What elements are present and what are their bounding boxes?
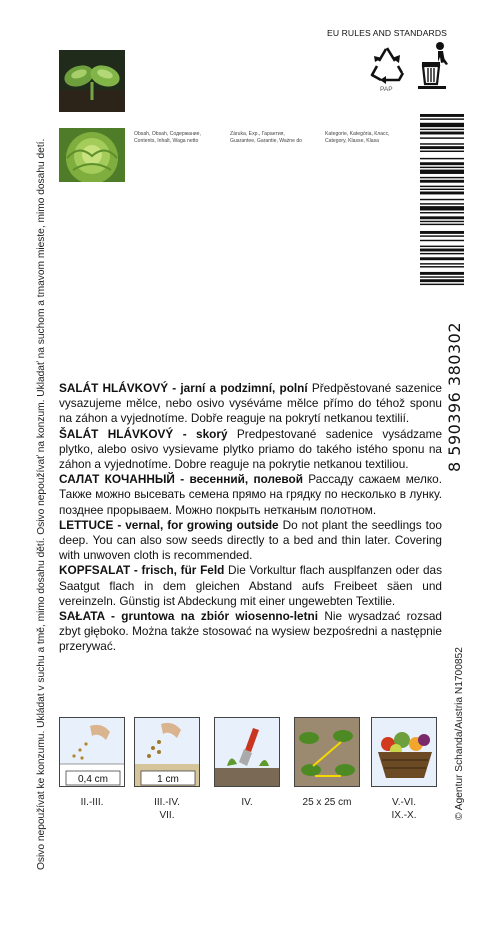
barcode-bar <box>420 199 464 200</box>
barcode-bar <box>420 132 464 135</box>
barcode-bar <box>420 284 464 285</box>
caption-line2: IX.-X. <box>391 810 417 821</box>
barcode-bar <box>420 123 464 127</box>
barcode-bar <box>420 240 464 241</box>
barcode-bar <box>420 235 464 236</box>
barcode-bar <box>420 212 464 213</box>
description-title: SALÁT HLÁVKOVÝ - jarní a podzimní, polní <box>59 381 308 395</box>
guarantee-label <box>230 131 325 145</box>
sowing-depth-icon <box>59 717 125 787</box>
barcode-bar <box>420 224 464 225</box>
caption-sowing-depth <box>59 796 125 809</box>
caption-spacing <box>294 796 360 809</box>
storage-instructions-text: Osivo nepoužívat ke konzumu. Ukládat v suchu a tmě, mimo dosahu dětí. Osivo nepoužívať na konzum. Ukladať na suchom a tmavom mieste, mimo dosahu detí. <box>36 138 47 870</box>
description-title: LETTUCE - vernal, for growing outside <box>59 517 279 532</box>
contents-label <box>134 131 224 145</box>
publisher-text: © Agentur Schanda/Austria N1700852 <box>454 647 465 820</box>
barcode-bar <box>420 263 464 264</box>
caption-line1: III.-IV. <box>154 797 180 808</box>
barcode-bar <box>420 151 464 152</box>
description-text: Nie wysadzać rozsad zbyt głęboko. Można także stosować na wysiew bezpośredni a następnie przerywać. <box>59 609 442 654</box>
barcode-bar <box>420 276 464 277</box>
sowing-cover-label: 1 cm <box>157 774 179 785</box>
description-text: Die Vorkultur flach ausplfanzen oder das Saatgut flach in dem gleichen Abstand aufs Freibeet säen und vereinzeln. Günstig ist Abdeckung mit einer ungewebten Textilie. <box>59 563 442 608</box>
barcode-bar <box>420 206 464 210</box>
barcode-bar <box>420 279 464 282</box>
planting-trowel-icon <box>214 717 280 787</box>
caption-line1: V.-VI. <box>391 797 417 808</box>
description-sk <box>59 427 442 473</box>
seedling-photo <box>59 50 125 112</box>
description-ru <box>59 472 442 518</box>
description-title: ŠALÁT HLÁVKOVÝ - skorý <box>59 426 228 441</box>
barcode-bar <box>420 186 464 187</box>
pap-label: PAP <box>380 86 393 93</box>
caption-sowing-cover <box>134 796 200 822</box>
caption-harvest <box>371 796 437 822</box>
barcode-bar <box>420 177 464 178</box>
barcode-bar <box>420 158 464 159</box>
barcode-bar <box>420 118 464 119</box>
barcode <box>418 112 466 290</box>
caption-line1: II.-III. <box>80 797 104 808</box>
publisher-note <box>454 580 468 820</box>
category-label <box>325 131 415 145</box>
eu-rules-label: EU RULES AND STANDARDS <box>327 28 447 38</box>
barcode-bar <box>420 216 464 219</box>
barcode-bar <box>420 266 464 267</box>
barcode-bar <box>420 114 464 117</box>
barcode-bar <box>420 189 464 190</box>
barcode-bar <box>420 203 464 204</box>
description-de <box>59 563 442 609</box>
caption-line2: VII. <box>159 810 175 821</box>
barcode-bar <box>420 162 464 165</box>
description-title: SAŁATA - gruntowa na zbiór wiosenno-letni <box>59 609 318 624</box>
barcode-bar <box>420 253 464 254</box>
barcode-bar <box>420 143 464 144</box>
guarantee-label-line1: Záruka, Exp., Гарантия, <box>230 131 285 137</box>
description-cz <box>59 381 442 427</box>
barcode-bar <box>420 167 464 168</box>
caption-line1: 25 x 25 cm <box>302 797 352 808</box>
harvest-basket-icon <box>371 717 437 787</box>
description-title: САЛАТ КОЧАННЫЙ - весенний, полевой <box>59 472 303 487</box>
description-text: Předpěstované sazenice vysazujeme mělce, nebo osivo vyséváme mělce přímo do téhož sponu na záhon a vyjednotíme. Dobře reaguje na pokrytí netkanou textilií. <box>59 381 442 426</box>
barcode-bar <box>420 249 464 252</box>
barcode-bar <box>420 129 464 130</box>
barcode-bar <box>420 180 464 183</box>
barcode-bar <box>420 231 464 234</box>
lettuce-photo <box>59 128 125 182</box>
category-label-line2: Category, Klasse, Klasa <box>325 138 379 145</box>
barcode-bar <box>420 192 464 195</box>
contents-label-line2: Contents, Inhalt, Waga netto <box>134 138 199 145</box>
category-label-line1: Kategorie, Kategória, Класс, <box>325 131 390 137</box>
barcode-bar <box>420 272 464 275</box>
description-text: Predpestované sadenice vysádzame plytko, alebo osivo vysievame plytko priamo do takého istého sponu na záhon a vyjednotíme. Dobre reaguje na pokrytie netkanou textiliou. <box>59 426 442 472</box>
plant-spacing-icon <box>294 717 360 787</box>
caption-line1: IV. <box>241 797 253 808</box>
barcode-bar <box>420 257 464 260</box>
barcode-number <box>445 292 465 472</box>
guarantee-label-line2: Guarantee, Garantie, Ważne do <box>230 138 303 145</box>
barcode-number-text: 8 590396 380302 <box>445 321 464 472</box>
barcode-bar <box>420 146 464 149</box>
storage-instructions <box>36 60 54 870</box>
description-pl <box>59 609 442 655</box>
description-text: Do not plant the seedlings too deep. You can also sow seeds directly to a bed and thin later. Covering with unwoven cloth is recommended. <box>59 517 442 563</box>
caption-planting <box>214 796 280 809</box>
sowing-depth-label: 0,4 cm <box>77 774 109 785</box>
description-en <box>59 518 442 564</box>
sowing-cover-icon <box>134 717 200 787</box>
barcode-bar <box>420 246 464 247</box>
barcode-bar <box>420 221 464 222</box>
barcode-bar <box>420 170 464 174</box>
description-text: Рассаду сажаем мелко. Также можно высевать семена прямо на грядку по несколько в лунку. позднее прорываем. Можно покрыть нетканым полотном. <box>59 472 442 517</box>
description-title: KOPFSALAT - frisch, für Feld <box>59 563 225 578</box>
barcode-bar <box>420 137 464 138</box>
dispose-bin-icon <box>416 40 452 90</box>
recycle-icon <box>369 44 405 84</box>
sowing-instructions <box>59 381 442 655</box>
contents-label-line1: Obsah, Obsah, Содержание, <box>134 131 201 137</box>
